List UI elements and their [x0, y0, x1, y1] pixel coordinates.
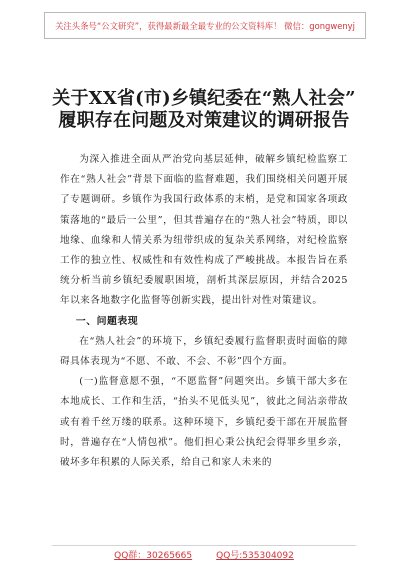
title-line-1: 关于XX省(市)乡镇纪委在“熟人社会”	[52, 88, 356, 109]
section-paragraph: 在“熟人社会”的环境下，乡镇纪委履行监督职责时面临的障碍具体表现为“不愿、不敢、不会、不彰”四个方面。	[60, 335, 348, 368]
footer	[0, 548, 408, 561]
intro-paragraph: 为深入推进全面从严治党向基层延伸，破解乡镇纪检监察工作在“熟人社会”背景下面临的监督难题，我们围绕相关问题开展了专题调研。乡镇作为我国行政体系的末梢，是党和国家各项政策落地的“最后一公里”，但其普遍存在的“熟人社会”特质，即以地缘、血缘和人情关系为纽带织成的复杂关系网络，对纪检监察工作的独立性、权威性和有效性构成了严峻挑战。本报告旨在系统分析当前乡镇纪委履职困境，剖析其深层原因，并结合2025年以来各地数字化监督等创新实践，提出针对性对策建议。	[60, 154, 348, 307]
title-line-2: 履职存在问题及对策建议的调研报告	[58, 110, 350, 131]
header-notice: 关注头条号“公文研究”，获得最新最全最专业的公文资料库！ 微信：gongwenyj	[44, 12, 366, 39]
document-body	[60, 150, 348, 473]
subsection-paragraph: (一)监督意愿不强，“不愿监督”问题突出。乡镇干部大多在本地成长、工作和生活，“抬头不见低头见”，彼此之间沾亲带故或有着千丝万缕的联系。这种环境下，乡镇纪委干部在开展监督时，普遍存在“人情包袱”。他们担心秉公执纪会得罪乡里乡亲，破坏多年积累的人际关系，给自己和家人未来的	[60, 376, 348, 469]
qq-group-link[interactable]: QQ群：30265665	[114, 551, 193, 561]
section-heading: 一、问题表现	[75, 315, 139, 327]
document-title	[0, 88, 408, 132]
qq-number-link[interactable]: QQ号:535304092	[216, 551, 294, 561]
footer-divider	[52, 545, 356, 546]
